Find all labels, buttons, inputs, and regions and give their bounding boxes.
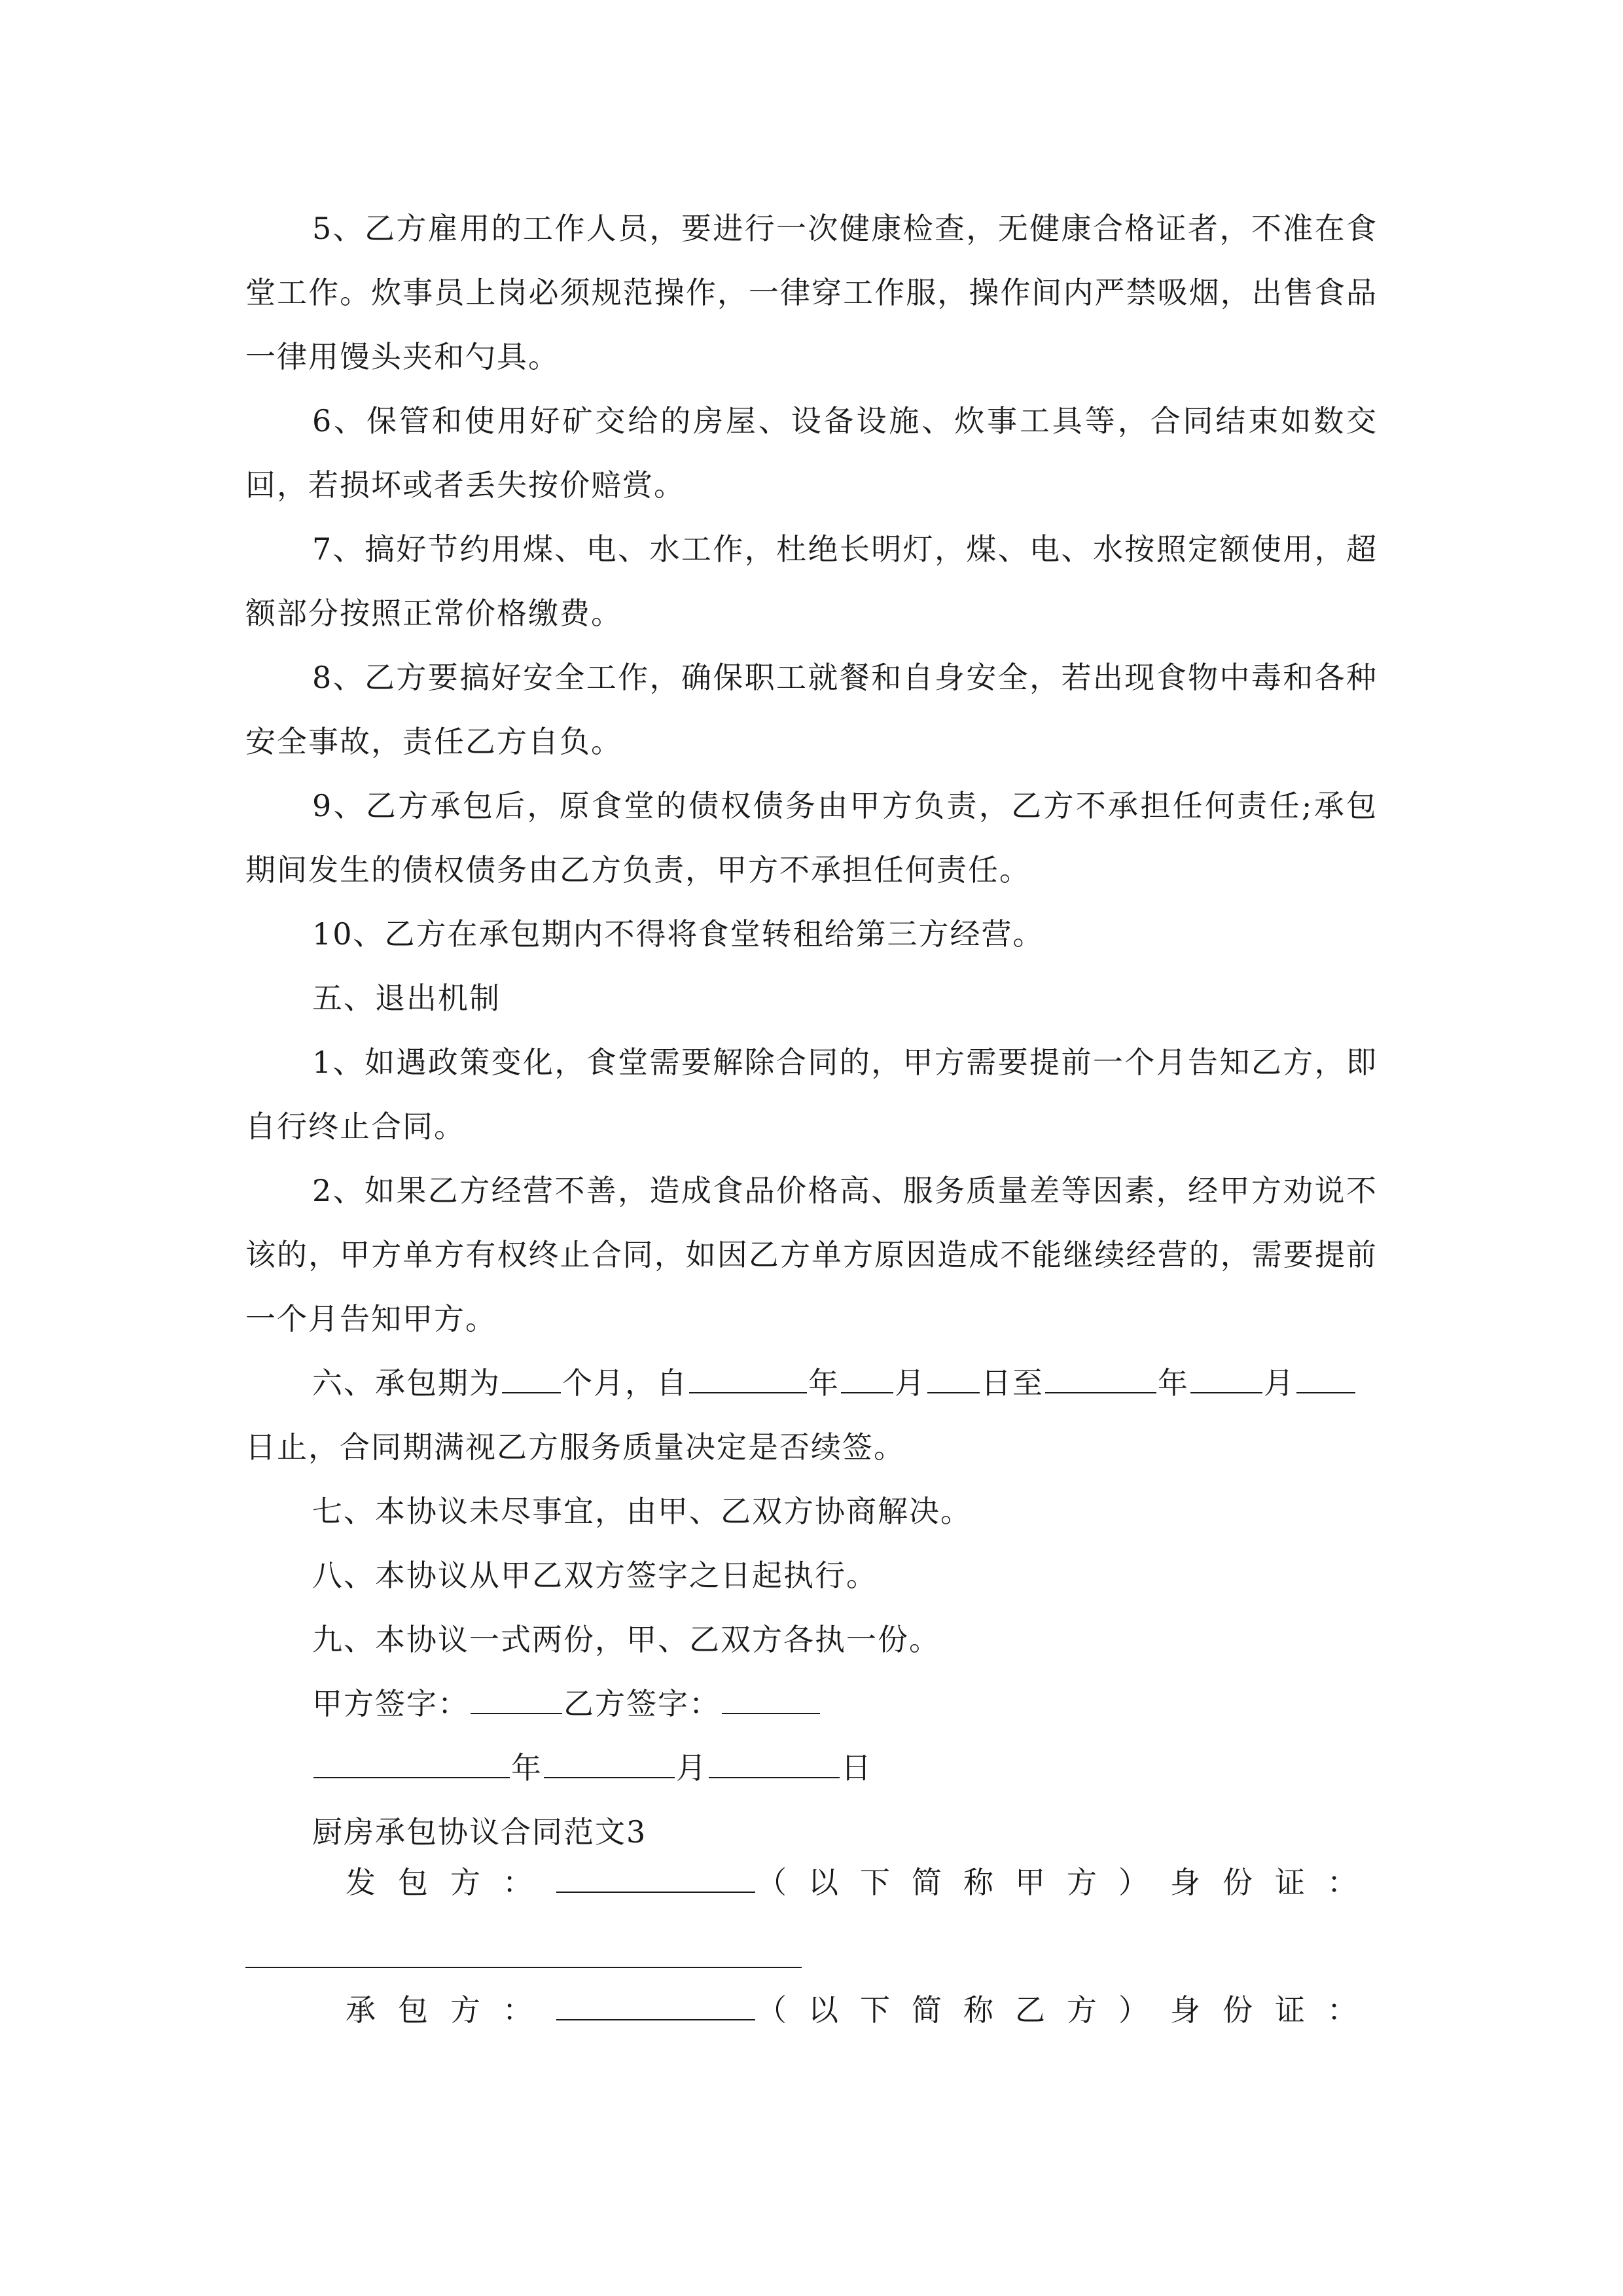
contractor-line [346,1859,1380,1902]
party-b-signature-blank [722,1687,820,1714]
contractor-blank [556,1865,755,1893]
end-month-blank [1190,1366,1262,1393]
contractor-id-blank [245,1967,802,1968]
section-heading-exit: 五、退出机制 [312,980,501,1016]
sign-month-label: 月 [676,1750,707,1785]
contractor-id-label: 身份证： [1170,1865,1380,1900]
start-year-blank [689,1366,807,1393]
contractee-label: 承包方： [346,1992,555,2028]
term-line [245,1351,1378,1415]
party-b-signature-label: 乙方签字： [563,1686,721,1721]
months-blank [502,1366,561,1393]
contractor-alias: （以下简称甲方） [757,1865,1170,1900]
sign-year-label: 年 [511,1750,543,1785]
exit-clause-1: 1、如遇政策变化，食堂需要解除合同的，甲方需要提前一个月告知乙方，即自行终止合同。 [245,1045,1378,1144]
sign-day-label: 日 [841,1750,872,1785]
clause-eight: 八、本协议从甲乙双方签字之日起执行。 [312,1558,878,1593]
contractee-alias: （以下简称乙方） [757,1992,1170,2028]
end-year-label: 年 [1158,1365,1189,1401]
contractee-blank [556,1993,755,2020]
contractor-label: 发包方： [346,1865,555,1900]
start-year-label: 年 [808,1365,840,1401]
clause-7: 7、搞好节约用煤、电、水工作，杜绝长明灯，煤、电、水按照定额使用，超额部分按照正常价格缴费。 [245,531,1378,631]
exit-clause-2: 2、如果乙方经营不善，造成食品价格高、服务质量差等因素，经甲方劝说不该的，甲方单方有权终止合同，如因乙方单方原因造成不能继续经营的，需要提前一个月告知甲方。 [245,1173,1378,1336]
contractee-line [346,1986,1380,2030]
sign-day-blank [709,1751,840,1778]
end-day-blank [1296,1366,1355,1393]
signature-date-line [245,1736,1378,1800]
end-year-blank [1045,1366,1156,1393]
sign-month-blank [544,1751,675,1778]
term-end: 日止，合同期满视乙方服务质量决定是否续签。 [245,1429,905,1465]
clause-5: 5、乙方雇用的工作人员，要进行一次健康检查，无健康合格证者，不准在食堂工作。炊事员上岗必须规范操作，一律穿工作服，操作间内严禁吸烟，出售食品一律用馒头夹和勺具。 [245,211,1378,374]
term-prefix: 六、承包期为 [312,1365,501,1401]
clause-seven: 七、本协议未尽事宜，由甲、乙双方协商解决。 [312,1494,972,1529]
start-day-label: 日至 [981,1365,1044,1401]
signature-line [245,1672,1378,1736]
section-title: 厨房承包协议合同范文3 [312,1814,647,1850]
contractee-id-label: 身份证： [1170,1992,1380,2028]
start-day-blank [927,1366,980,1393]
clause-nine: 九、本协议一式两份，甲、乙双方各执一份。 [312,1622,940,1657]
clause-10: 10、乙方在承包期内不得将食堂转租给第三方经营。 [312,916,1044,952]
clause-6: 6、保管和使用好矿交给的房屋、设备设施、炊事工具等，合同结束如数交回，若损坏或者丢失按价赔赏。 [245,403,1378,503]
end-month-label: 月 [1264,1365,1295,1401]
party-a-signature-blank [471,1687,562,1714]
party-a-signature-label: 甲方签字： [312,1686,469,1721]
clause-8: 8、乙方要搞好安全工作，确保职工就餐和自身安全，若出现食物中毒和各种安全事故，责任乙方自负。 [245,660,1378,759]
contract-body [245,196,1378,1864]
sign-year-blank [313,1751,510,1778]
clause-9: 9、乙方承包后，原食堂的债权债务由甲方负责，乙方不承担任何责任;承包期间发生的债权债务由乙方负责，甲方不承担任何责任。 [245,788,1378,888]
start-month-blank [841,1366,893,1393]
start-month-label: 月 [895,1365,926,1401]
term-months-label: 个月，自 [562,1365,688,1401]
